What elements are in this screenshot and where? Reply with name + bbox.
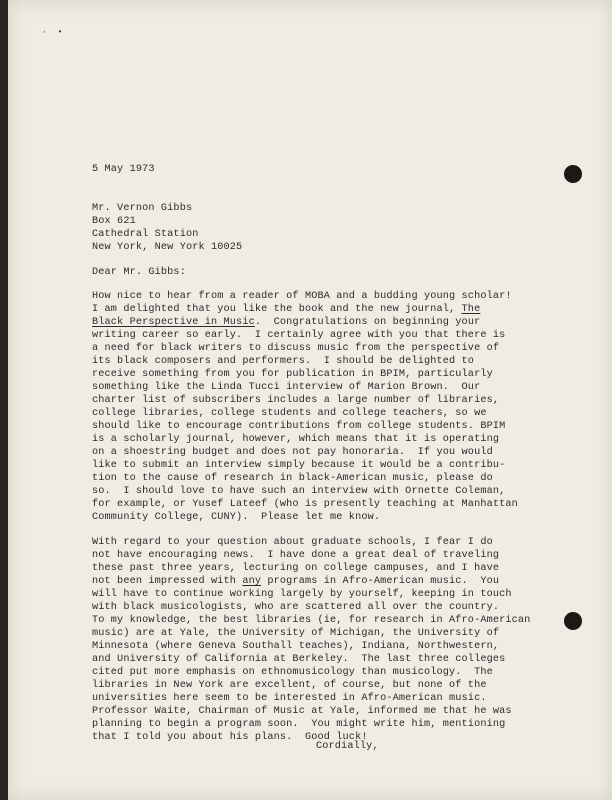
text-line: To my knowledge, the best libraries (ie, for research in Afro-American xyxy=(92,615,531,626)
text-line: and University of California at Berkeley. The last three colleges xyxy=(92,654,506,665)
text-line: these past three years, lecturing on college campuses, and I have xyxy=(92,563,500,574)
letter-date: 5 May 1973 xyxy=(92,164,155,175)
text-line: like to submit an interview simply because it would be a contribu- xyxy=(92,460,506,471)
text-line: cited put more emphasis on ethnomusicology than musicology. The xyxy=(92,667,493,678)
address-line: New York, New York 10025 xyxy=(92,242,243,253)
text-segment: I am delighted that you like the book and the new journal, xyxy=(92,304,462,315)
text-line: libraries in New York are excellent, of course, but none of the xyxy=(92,680,487,691)
text-line: How nice to hear from a reader of MOBA and a budding young scholar! xyxy=(92,291,512,302)
text-line: receive something from you for publication in BPIM, particularly xyxy=(92,369,493,380)
text-line: on a shoestring budget and does not pay honoraria. If you would xyxy=(92,447,493,458)
text-line: music) are at Yale, the University of Michigan, the University of xyxy=(92,628,500,639)
text-segment: programs in Afro-American music. You xyxy=(261,576,500,587)
text-line xyxy=(92,316,480,329)
punch-hole-top xyxy=(564,165,582,183)
journal-title-part: Black Perspective in Music xyxy=(92,317,255,328)
text-line: its black composers and performers. I should be delighted to xyxy=(92,356,475,367)
text-line: universities here seem to be interested in Afro-American music. xyxy=(92,693,487,704)
text-line: so. I should love to have such an interview with Ornette Coleman, xyxy=(92,486,506,497)
letter-page xyxy=(8,0,612,800)
text-line xyxy=(92,575,499,588)
text-line xyxy=(92,303,480,316)
text-line: With regard to your question about graduate schools, I fear I do xyxy=(92,537,493,548)
text-line: will have to continue working largely by yourself, keeping in touch xyxy=(92,589,512,600)
address-line: Mr. Vernon Gibbs xyxy=(92,203,193,214)
text-line: college libraries, college students and college teachers, so we xyxy=(92,408,487,419)
text-line: writing career so early. I certainly agree with you that there is xyxy=(92,330,506,341)
text-line: with black musicologists, who are scattered all over the country. xyxy=(92,602,500,613)
text-segment: . Congratulations on beginning your xyxy=(254,317,481,328)
text-line: Professor Waite, Chairman of Music at Yale, informed me that he was xyxy=(92,706,512,717)
text-line: Minnesota (where Geneva Southall teaches), Indiana, Northwestern, xyxy=(92,641,500,652)
text-line: that I told you about his plans. Good luck! xyxy=(92,732,368,743)
text-line: for example, or Yusef Lateef (who is presently teaching at Manhattan xyxy=(92,499,518,510)
text-line: should like to encourage contributions from college students. BPIM xyxy=(92,421,506,432)
text-segment: not been impressed with xyxy=(92,576,243,587)
address-line: Box 621 xyxy=(92,216,136,227)
text-line: is a scholarly journal, however, which means that it is operating xyxy=(92,434,500,445)
text-line: planning to begin a program soon. You might write him, mentioning xyxy=(92,719,506,730)
text-line: not have encouraging news. I have done a great deal of traveling xyxy=(92,550,500,561)
corner-mark: · • xyxy=(42,28,66,37)
address-line: Cathedral Station xyxy=(92,229,199,240)
text-line: Community College, CUNY). Please let me know. xyxy=(92,512,381,523)
text-line: charter list of subscribers includes a large number of libraries, xyxy=(92,395,500,406)
text-line: a need for black writers to discuss music from the perspective of xyxy=(92,343,500,354)
journal-title-part: The xyxy=(461,304,481,315)
emphasis-any: any xyxy=(242,576,262,587)
closing: Cordially, xyxy=(316,741,379,752)
text-line: tion to the cause of research in black-American music, please do xyxy=(92,473,493,484)
text-line: something like the Linda Tucci interview of Marion Brown. Our xyxy=(92,382,481,393)
salutation: Dear Mr. Gibbs: xyxy=(92,267,186,278)
punch-hole-bottom xyxy=(564,612,582,630)
